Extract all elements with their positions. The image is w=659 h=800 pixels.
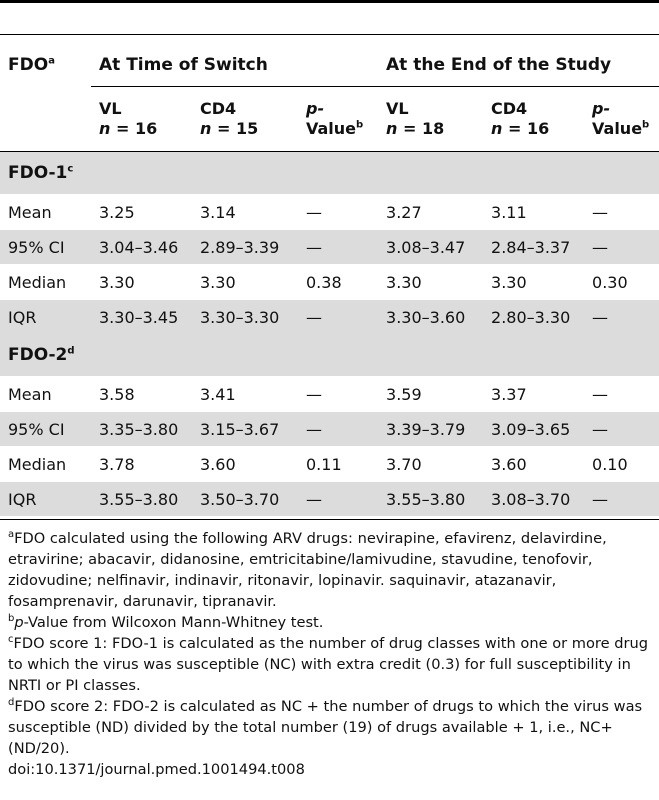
table-cell: 3.08–3.47 — [378, 230, 483, 265]
table-cell: 3.70 — [378, 447, 483, 482]
table-cell: — — [584, 195, 659, 230]
header-pvalue-end: p- Value$^b$ — [584, 87, 659, 152]
header-row-subcolumns — [0, 87, 659, 152]
table-cell: — — [298, 300, 378, 335]
table-caption-rule — [0, 34, 659, 35]
footnote-a: $^a$FDO calculated using the following ARV drugs: nevirapine, efavirenz, delavirdine, etravirine; abacavir, didanosine, emtricitabine/lamivudine, stavudine, tenofovir, zidovudine; nelfinavir, indinavir, ritonavir, lopinavir. saquinavir, atazanavir, fosamprenavir, darunavir, tipranavir. — [8, 529, 607, 610]
results-table — [0, 44, 659, 516]
header-vl-end: VL n = 18 — [378, 87, 483, 152]
table-cell: 3.41 — [192, 377, 298, 412]
table-row — [0, 230, 659, 265]
table-cell: — — [298, 195, 378, 230]
table-row — [0, 482, 659, 517]
table-cell: 3.09–3.65 — [483, 412, 584, 447]
table-cell: 3.11 — [483, 195, 584, 230]
table-cell: 3.37 — [483, 377, 584, 412]
table-row — [0, 447, 659, 482]
table-cell: 0.10 — [584, 447, 659, 482]
header-row-groups — [0, 44, 659, 87]
table-cell: 0.30 — [584, 265, 659, 300]
table-row — [0, 377, 659, 412]
footnote-b: $^b$p-Value from Wilcoxon Mann-Whitney test. — [8, 613, 324, 631]
header-empty — [0, 87, 91, 152]
table-cell: 3.30 — [192, 265, 298, 300]
section-header-row — [0, 334, 659, 377]
section-title: FDO-1$^c$ — [0, 152, 659, 195]
table-cell: 3.25 — [91, 195, 192, 230]
header-group-switch: At Time of Switch — [91, 44, 378, 87]
table-cell: — — [298, 230, 378, 265]
header-vl-switch: VL n = 16 — [91, 87, 192, 152]
row-label: IQR — [0, 300, 91, 335]
table-cell: 3.78 — [91, 447, 192, 482]
table-top-rule — [0, 0, 659, 3]
table-cell: 0.38 — [298, 265, 378, 300]
table-cell: — — [584, 377, 659, 412]
table-cell: 2.80–3.30 — [483, 300, 584, 335]
table-cell: 3.04–3.46 — [91, 230, 192, 265]
table-cell: 3.39–3.79 — [378, 412, 483, 447]
doi-text: doi:10.1371/journal.pmed.1001494.t008 — [8, 761, 305, 778]
table-row — [0, 412, 659, 447]
table-body — [0, 152, 659, 517]
table-cell: 3.60 — [192, 447, 298, 482]
table-cell: 3.15–3.67 — [192, 412, 298, 447]
table-cell: — — [584, 412, 659, 447]
table-cell: 3.59 — [378, 377, 483, 412]
footnote-d: $^d$FDO score 2: FDO-2 is calculated as NC + the number of drugs to which the virus was susceptible (ND) divided by the total number (19) of drugs available + 1, i.e., NC+(ND/20). — [8, 697, 643, 757]
row-label: Mean — [0, 377, 91, 412]
header-cd4-end: CD4 n = 16 — [483, 87, 584, 152]
table-cell: — — [298, 412, 378, 447]
row-label: Median — [0, 265, 91, 300]
table-cell: — — [584, 482, 659, 517]
table-cell: 3.55–3.80 — [378, 482, 483, 517]
row-label: IQR — [0, 482, 91, 517]
table-cell: 3.58 — [91, 377, 192, 412]
table-cell: 3.30–3.60 — [378, 300, 483, 335]
table-cell: 3.14 — [192, 195, 298, 230]
table-cell: 2.84–3.37 — [483, 230, 584, 265]
table-cell: — — [298, 377, 378, 412]
table-cell: — — [584, 230, 659, 265]
header-cd4-switch: CD4 n = 15 — [192, 87, 298, 152]
footnote-c: $^c$FDO score 1: FDO-1 is calculated as the number of drug classes with one or more drug to which the virus was susceptible (NC) with extra credit (0.3) for full susceptibility in NRTI or PI classes. — [8, 634, 648, 694]
header-pvalue-switch: p- Value$^b$ — [298, 87, 378, 152]
table-row — [0, 300, 659, 335]
table-cell: 3.60 — [483, 447, 584, 482]
row-label: 95% CI — [0, 412, 91, 447]
row-label: Mean — [0, 195, 91, 230]
table-cell: 3.30–3.45 — [91, 300, 192, 335]
header-fdo: FDO$^a$ — [8, 55, 55, 76]
table-cell: — — [298, 482, 378, 517]
table-cell: 3.30 — [91, 265, 192, 300]
table-cell: 3.55–3.80 — [91, 482, 192, 517]
section-title: FDO-2$^d$ — [0, 334, 659, 377]
header-group-end: At the End of the Study — [378, 44, 659, 87]
table-row — [0, 265, 659, 300]
table-cell: 3.50–3.70 — [192, 482, 298, 517]
table-cell: 2.89–3.39 — [192, 230, 298, 265]
table-cell: 3.30–3.30 — [192, 300, 298, 335]
table-footnotes — [8, 528, 656, 780]
table-cell: 3.35–3.80 — [91, 412, 192, 447]
table-cell: — — [584, 300, 659, 335]
table-row — [0, 195, 659, 230]
table-cell: 3.08–3.70 — [483, 482, 584, 517]
row-label: 95% CI — [0, 230, 91, 265]
table-cell: 3.30 — [378, 265, 483, 300]
table-cell: 3.30 — [483, 265, 584, 300]
section-header-row — [0, 152, 659, 195]
table-bottom-rule — [0, 519, 659, 520]
row-label: Median — [0, 447, 91, 482]
table-cell: 0.11 — [298, 447, 378, 482]
table-cell: 3.27 — [378, 195, 483, 230]
